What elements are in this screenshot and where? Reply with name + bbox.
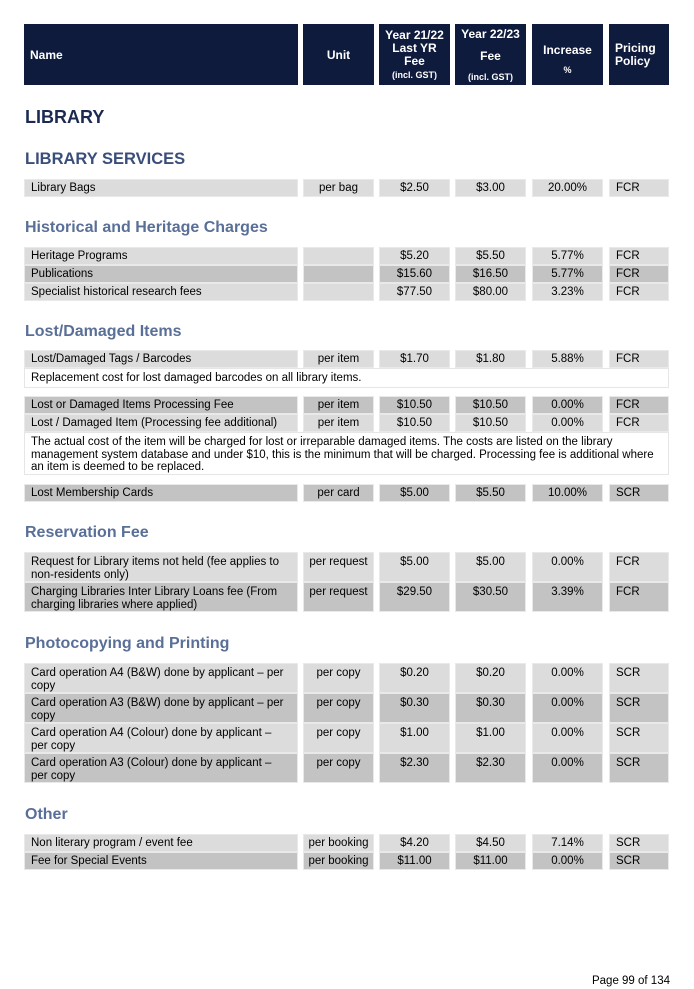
lost-note-barcodes: Replacement cost for lost damaged barcodes on all library items. (24, 368, 669, 388)
fee-this-year: $5.50 (455, 484, 526, 502)
fee-increase: 0.00% (532, 552, 603, 582)
header-name: Name (24, 24, 298, 85)
fee-increase: 0.00% (532, 663, 603, 693)
header-this-year-fee: Year 22/23 Fee (incl. GST) (455, 24, 526, 85)
photocopy-title: Photocopying and Printing (25, 635, 230, 652)
table-row (24, 663, 669, 693)
pricing-policy: FCR (609, 283, 669, 301)
fee-this-year: $0.30 (455, 693, 526, 723)
fee-last-year: $1.00 (379, 723, 450, 753)
pricing-policy: FCR (609, 582, 669, 612)
fee-last-year: $10.50 (379, 414, 450, 432)
table-row (24, 350, 669, 368)
fee-last-year: $15.60 (379, 265, 450, 283)
fee-name: Card operation A4 (Colour) done by applicant – per copy (24, 723, 298, 753)
fee-increase: 7.14% (532, 834, 603, 852)
fee-unit: per booking (303, 852, 374, 870)
fee-increase: 10.00% (532, 484, 603, 502)
fee-this-year: $16.50 (455, 265, 526, 283)
fee-increase: 5.88% (532, 350, 603, 368)
header-last-year-fee: Year 21/22 Last YR Fee (incl. GST) (379, 24, 450, 85)
fee-this-year: $80.00 (455, 283, 526, 301)
fee-unit (303, 247, 374, 265)
fee-name: Charging Libraries Inter Library Loans fee (From charging libraries where applied) (24, 582, 298, 612)
fee-last-year: $1.70 (379, 350, 450, 368)
pricing-policy: FCR (609, 414, 669, 432)
lost-note-actual-cost: The actual cost of the item will be charged for lost or irreparable damaged items. The costs are listed on the library management system database and under $10, this is the minimum that will be charged. Processing fee is additional where an item is deemed to be replaced. (24, 432, 669, 475)
fee-name: Heritage Programs (24, 247, 298, 265)
fee-unit: per card (303, 484, 374, 502)
table-row (24, 753, 669, 783)
fee-last-year: $4.20 (379, 834, 450, 852)
subsection-title: LIBRARY SERVICES (25, 150, 186, 168)
fee-this-year: $4.50 (455, 834, 526, 852)
fee-this-year: $5.50 (455, 247, 526, 265)
pricing-policy: SCR (609, 753, 669, 783)
fee-increase: 20.00% (532, 179, 603, 197)
fee-increase: 0.00% (532, 414, 603, 432)
fee-last-year: $0.30 (379, 693, 450, 723)
pricing-policy: FCR (609, 396, 669, 414)
fee-this-year: $0.20 (455, 663, 526, 693)
table-row (24, 834, 669, 852)
reservation-title: Reservation Fee (25, 524, 149, 541)
fee-last-year: $77.50 (379, 283, 450, 301)
fee-this-year: $10.50 (455, 396, 526, 414)
fee-unit: per copy (303, 663, 374, 693)
fee-increase: 0.00% (532, 723, 603, 753)
pricing-policy: FCR (609, 552, 669, 582)
fee-unit (303, 265, 374, 283)
table-row (24, 283, 669, 301)
fee-increase: 0.00% (532, 396, 603, 414)
fee-unit (303, 283, 374, 301)
table-row (24, 852, 669, 870)
fee-name: Library Bags (24, 179, 298, 197)
fee-this-year: $11.00 (455, 852, 526, 870)
fee-name: Specialist historical research fees (24, 283, 298, 301)
fee-this-year: $30.50 (455, 582, 526, 612)
fee-increase: 3.23% (532, 283, 603, 301)
pricing-policy: SCR (609, 852, 669, 870)
heritage-title: Historical and Heritage Charges (25, 219, 268, 236)
page-number: Page 99 of 134 (591, 975, 670, 987)
pricing-policy: SCR (609, 723, 669, 753)
fee-unit: per item (303, 350, 374, 368)
pricing-policy: FCR (609, 179, 669, 197)
fee-this-year: $3.00 (455, 179, 526, 197)
pricing-policy: FCR (609, 265, 669, 283)
pricing-policy: FCR (609, 247, 669, 265)
table-row (24, 247, 669, 265)
table-row (24, 693, 669, 723)
table-row (24, 484, 669, 502)
table-row (24, 179, 669, 197)
fee-increase: 0.00% (532, 852, 603, 870)
fee-this-year: $1.00 (455, 723, 526, 753)
table-row (24, 552, 669, 582)
fee-unit: per copy (303, 753, 374, 783)
table-row (24, 723, 669, 753)
section-title: LIBRARY (25, 107, 105, 127)
table-row (24, 265, 669, 283)
fee-unit: per request (303, 552, 374, 582)
fee-last-year: $2.30 (379, 753, 450, 783)
table-row (24, 396, 669, 414)
fee-last-year: $10.50 (379, 396, 450, 414)
fee-unit: per booking (303, 834, 374, 852)
header-unit: Unit (303, 24, 374, 85)
fee-increase: 5.77% (532, 247, 603, 265)
fee-name: Card operation A4 (B&W) done by applicant – per copy (24, 663, 298, 693)
header-increase: Increase % (532, 24, 603, 85)
fee-increase: 3.39% (532, 582, 603, 612)
table-row (24, 582, 669, 612)
fee-last-year: $29.50 (379, 582, 450, 612)
fee-unit: per request (303, 582, 374, 612)
other-title: Other (25, 806, 68, 823)
fee-name: Publications (24, 265, 298, 283)
fee-last-year: $11.00 (379, 852, 450, 870)
fee-increase: 5.77% (532, 265, 603, 283)
fee-last-year: $5.00 (379, 484, 450, 502)
header-pricing-policy: Pricing Policy (609, 24, 669, 85)
pricing-policy: SCR (609, 663, 669, 693)
fee-name: Card operation A3 (Colour) done by applicant – per copy (24, 753, 298, 783)
lost-title: Lost/Damaged Items (25, 323, 182, 340)
fee-last-year: $2.50 (379, 179, 450, 197)
fee-name: Lost / Damaged Item (Processing fee additional) (24, 414, 298, 432)
pricing-policy: SCR (609, 484, 669, 502)
pricing-policy: SCR (609, 693, 669, 723)
fee-name: Lost/Damaged Tags / Barcodes (24, 350, 298, 368)
pricing-policy: SCR (609, 834, 669, 852)
fee-name: Request for Library items not held (fee applies to non-residents only) (24, 552, 298, 582)
fee-name: Card operation A3 (B&W) done by applicant – per copy (24, 693, 298, 723)
pricing-policy: FCR (609, 350, 669, 368)
fee-name: Fee for Special Events (24, 852, 298, 870)
fee-this-year: $10.50 (455, 414, 526, 432)
fee-last-year: $0.20 (379, 663, 450, 693)
fee-this-year: $2.30 (455, 753, 526, 783)
fee-this-year: $5.00 (455, 552, 526, 582)
fee-last-year: $5.20 (379, 247, 450, 265)
fee-name: Non literary program / event fee (24, 834, 298, 852)
fee-unit: per item (303, 414, 374, 432)
fee-increase: 0.00% (532, 753, 603, 783)
fee-this-year: $1.80 (455, 350, 526, 368)
fee-name: Lost or Damaged Items Processing Fee (24, 396, 298, 414)
fee-unit: per copy (303, 693, 374, 723)
fee-unit: per item (303, 396, 374, 414)
fee-unit: per copy (303, 723, 374, 753)
fee-name: Lost Membership Cards (24, 484, 298, 502)
fee-unit: per bag (303, 179, 374, 197)
fee-last-year: $5.00 (379, 552, 450, 582)
fee-increase: 0.00% (532, 693, 603, 723)
table-row (24, 414, 669, 432)
